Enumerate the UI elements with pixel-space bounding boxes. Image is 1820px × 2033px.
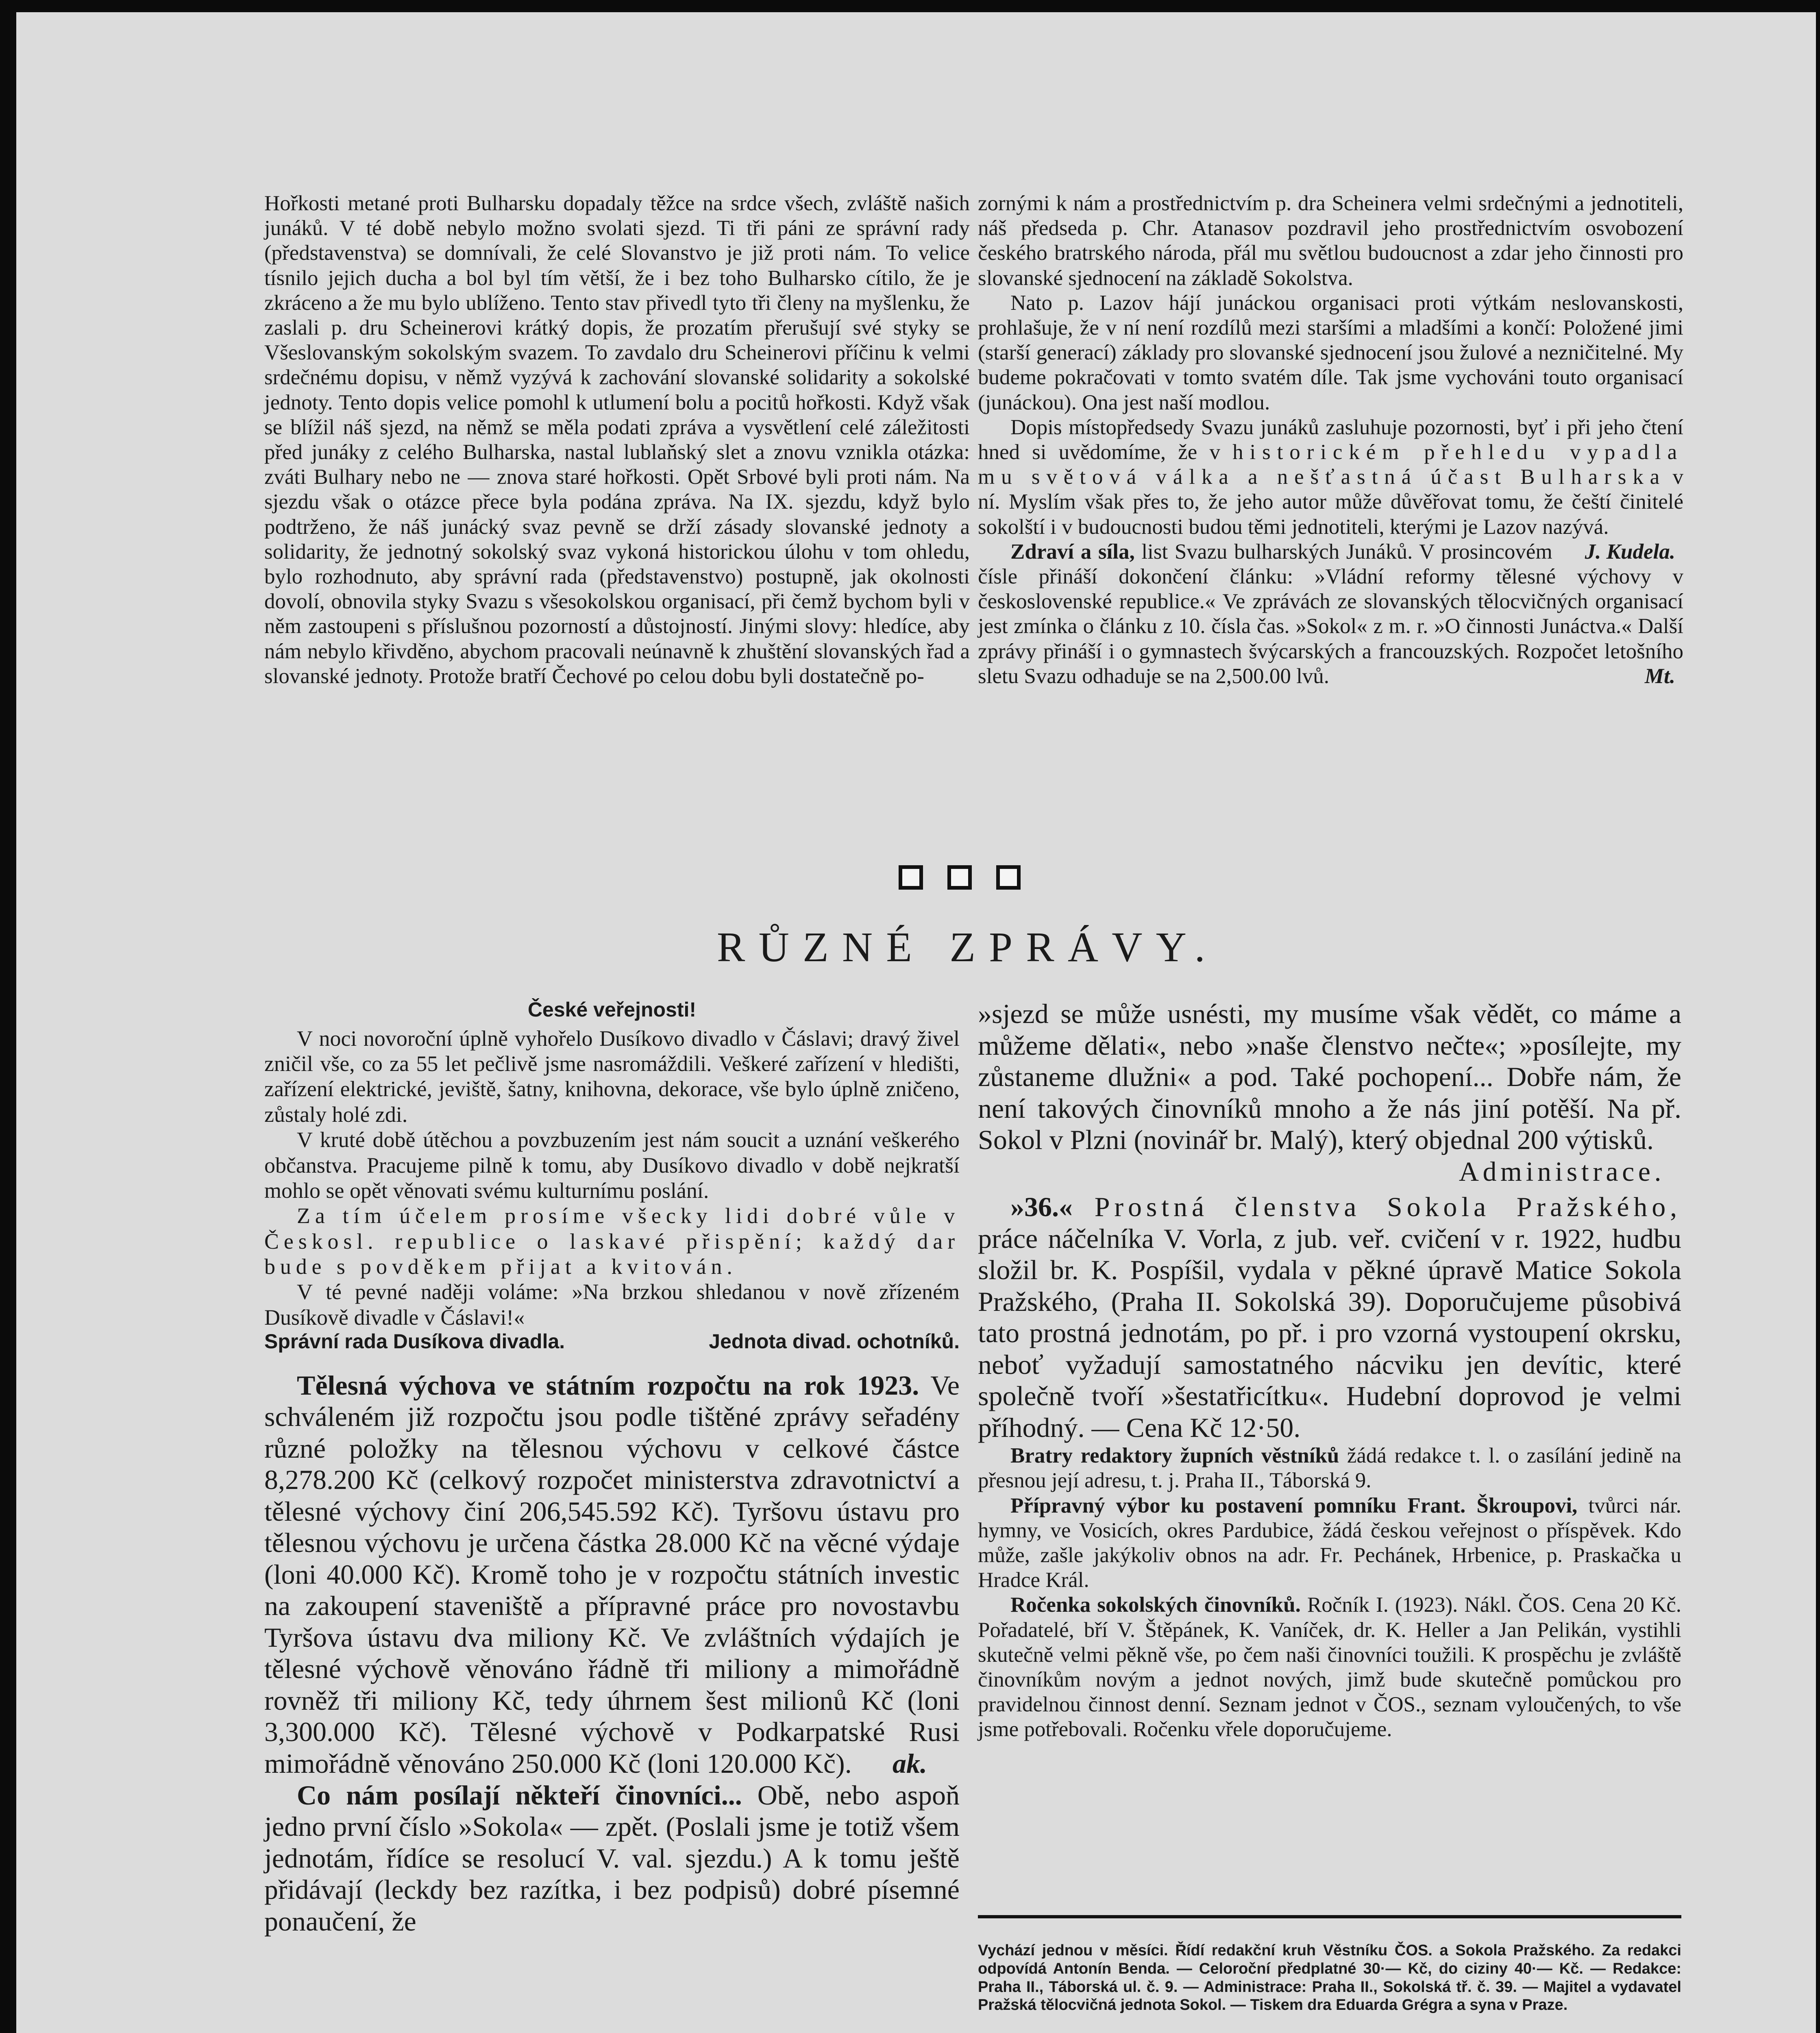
paragraph: Nato p. Lazov hájí junáckou organisaci proti výtkám neslovanskosti, prohlašuje, že v ní není rozdílů mezi staršími a mladšími a končí: Položené jimi (starší generací) základy pro slovanské sjednocení jsou žulové a nezničitelné. My budeme pokračovati v tomto svatém díle. Tak jsme vychováni touto organisací (junáckou). Ona jest naší modlou. xyxy=(978,291,1683,414)
signature: J. Kudela. xyxy=(1585,540,1675,564)
paragraph: Zdraví a síla, list Svazu bulharských Junáků. V prosincovém čísle přináší dokončení článku: »Vládní reformy tělesné výchovy v československé republice.« Ve zprávách ze slovanských tělocvičných organisací jest zmínka o článku z 10. čísla čas. »Sokol« z m. r. »O činnosti Junáctva.« Další zprávy přináší i o gymnastech švýcarských a francouzských. Rozpočet letošního sletu Svazu odhaduje se na 2,500.00 lvů. Mt. xyxy=(978,540,1683,689)
news-left-column xyxy=(264,998,960,1937)
article-signature: Správní rada Dusíkova divadla. Jednota divad. ochotníků. xyxy=(264,1330,960,1353)
square-ornament xyxy=(996,865,1021,890)
paragraph: zornými k nám a prostřednictvím p. dra Scheinera velmi srdečnými a jednotiteli, náš předseda p. Chr. Atanasov pozdravil jeho prostřednictvím osvobození českého bratrského národa, přál mu světlou budoucnost a zdar jeho činnosti pro slovanské sjednocení na základě Sokolstva. xyxy=(978,192,1683,290)
budget-article: Tělesná výchova ve státním rozpočtu na rok 1923. Ve schváleném již rozpočtu jsou podle tištěné zprávy seřadény různé položky na tělesnou výchovu v celkové částce 8,278.200 Kč (celkový rozpočet ministerstva zdravotnictví a tělesné výchovy činí 206,545.592 Kč). Tyršovu ústavu pro tělesnou výchovu je určena částka 28.000 Kč na věcné výdaje (loni 40.000 Kč). Kromě toho je v rozpočtu státních investic na zakoupení staveniště a přípravné práce pro novostavbu Tyršova ústavu dva miliony Kč. Ve zvláštních výdajích je tělesné výchově věnováno řádně tři miliony a mimořádně rovněž tři miliony Kč, tedy úhrnem šest milionů Kč (loni 3,300.000 Kč). Tělesné výchově v Podkarpatské Rusi mimořádně věnováno 250.000 Kč (loni 120.000 Kč). ak. xyxy=(264,1369,960,1779)
article-title: České veřejnosti! xyxy=(527,998,697,1021)
paragraph: V noci novoroční úplně vyhořelo Dusíkovo divadlo v Čáslavi; dravý živel zničil vše, co za 55 let pečlivě jsme nasromáždili. Veškeré zařízení v hledišti, zařízení elektrické, jeviště, šatny, knihovna, dekorace, vše bylo úplně zničeno, zůstaly holé zdi. xyxy=(264,1026,960,1127)
signature: ak. xyxy=(893,1748,927,1779)
paragraph: V kruté době útěchou a povzbuzením jest nám soucit a uznání veškerého občanstva. Pracujeme pilně k tomu, aby Dusíkovo divadlo v době nejkratší mohlo se opět věnovati svému kulturnímu poslání. xyxy=(264,1128,960,1203)
officials-article: Co nám posílají někteří činovníci... Obě, nebo aspoň jedno první číslo »Sokola« — zpět. (Poslali jsme je totiž všem jednotám, řídíce se resolucí V. val. sjezdu.) A k tomu ještě přidávají (leckdy bez razítka, i bez podpisů) dobré písemné ponaučení, že xyxy=(264,1779,960,1937)
footer-rule xyxy=(978,1915,1681,1918)
officials-article-continued: »sjezd se může usnésti, my musíme však vědět, co máme a můžeme dělati«, nebo »naše členstvo nečte«; »posílejte, my zůstaneme dlužni« a pod. Také pochopení... Dobře nám, že není takových činovníků mnoho a že nás jiní potěší. Na př. Sokol v Plzni (novinář br. Malý), který objednal 200 výtisků. Administrace. xyxy=(978,998,1681,1187)
signature: Administrace. xyxy=(1459,1156,1665,1187)
section-separator xyxy=(899,865,1021,890)
paragraph: Bratry redaktory župních věstníků žádá redakce t. l. o zasílání jedině na přesnou její adresu, t. j. Praha II., Táborská 9. xyxy=(978,1444,1681,1493)
paragraph: Za tím účelem prosíme všecky lidi dobré vůle v Českosl. republice o laskavé přispění; každý dar bude s povděkem přijat a kvitován. xyxy=(264,1204,960,1279)
article-continuation: Hořkosti metané proti Bulharsku dopadaly těžce na srdce všech, zvláště našich junáků. V té době nebylo možno svolati sjezd. Ti tři páni ze správní rady (představenstva) se domnívali, že celé Slovanstvo je již proti nám. To velice tísnilo jejich ducha a bol byl tím větší, že i bez toho Bulharsko cítilo, že je zkráceno a že mu bylo ublíženo. Tento stav přivedl tyto tři členy na myšlenku, že zaslali p. dru Scheinerovi krátký dopis, že prozatím přerušují své styky se Všeslovanským sokolským svazem. To zavdalo dru Scheinerovi příčinu k velmi srdečnému dopisu, v němž vyzývá k zachování slovanské solidarity a sokolské jednoty. Tento dopis velice pomohl k utlumení bolu a pocitů hořkosti. Když však se blížil náš sjezd, na němž se měla podati zpráva a vysvětlení celé záležitosti před junáky z celého Bulharska, nastal lublaňský slet a znovu vznikla otázka: zváti Bulhary nebo ne — znova staré hořkosti. Opět Srbové byli proti nám. Na sjezdu však o otázce přece byla podána zpráva. Na IX. sjezdu, když bylo podtrženo, že náš junácký svaz pevně se drží zásady slovanské jednoty a solidarity, že jednotný sokolský svaz vykoná historickou úlohu v tom ohledu, bylo rozhodnuto, aby správní rada (představenstvo) postupně, jak okolnosti dovolí, obnovila styky Svazu s všesokolskou organisací, při čemž bychom byli v něm zastoupeni s příslušnou pozorností a důstojností. Jinými slovy: hledíce, aby nám nebylo křivděno, abychom pracovali neúnavně k zhuštění slovanských řad a slovanské jednoty. Protože bratří Čechové po celou dobu byli dostatečně po- xyxy=(264,192,970,688)
paragraph: V té pevné naději voláme: »Na brzkou shledanou v nově zřízeném Dusíkově divadle v Čáslavi!« xyxy=(264,1280,960,1330)
paragraph: Ročenka sokolských činovníků. Ročník I. (1923). Nákl. ČOS. Cena 20 Kč. Pořadatelé, bří V. Štěpánek, K. Vaníček, dr. K. Heller a Jan Pelikán, vystihli skutečně velmi pěkně vše, po čem naši činovníci toužili. K prospěchu je zvláště činovníkům novým a jednot nových, jimž bude skutečně pomůckou pro pravidelnou činnost denní. Seznam jednot v ČOS., seznam vyloučených, to vše jsme potřebovali. Ročenku vřele doporučujeme. xyxy=(978,1593,1682,1741)
square-ornament xyxy=(947,865,972,890)
top-right-column xyxy=(978,191,1683,689)
top-left-column xyxy=(264,191,970,689)
article-title: Co nám posílají někteří činovníci... xyxy=(297,1779,742,1811)
imprint: Vychází jednou v měsíci. Řídí redakční kruh Věstníku ČOS. a Sokola Pražského. Za redakci odpovídá Antonín Benda. — Celoroční předplatné 30·— Kč, do ciziny 40·— Kč. — Redakce: Praha II., Táborská ul. č. 9. — Administrace: Praha II., Sokolská tř. č. 39. — Majitel a vydavatel Pražská tělocvičná jednota Sokol. — Tiskem dra Eduarda Grégra a syna v Praze. xyxy=(978,1942,1681,2014)
square-ornament xyxy=(899,865,923,890)
paragraph: Přípravný výbor ku postavení pomníku Frant. Škroupovi, tvůrci nár. hymny, ve Vosicích, okres Pardubice, žádá českou veřejnost o příspěvek. Kdo může, zašle jakýkoliv obnos na adr. Fr. Pechánek, Hrbenice, p. Praskačka u Hradce Král. xyxy=(978,1493,1682,1592)
signature: Mt. xyxy=(1644,664,1675,688)
news-right-column xyxy=(978,998,1681,1742)
paragraph: Dopis místopředsedy Svazu junáků zasluhuje pozornosti, byť i při jeho čtení hned si uvědomíme, že v historickém přehledu vypadla mu světová válka a nešťastná účast Bulharska v ní. Myslím však přes to, že jeho autor může důvěřovat tomu, že čeští činitelé sokolští i v budoucnosti budou těmi jednotiteli, kterými je Lazov nazývá. J. Kudela. xyxy=(978,415,1683,540)
prostna-article: »36.« Prostná členstva Sokola Pražského, práce náčelníka V. Vorla, z jub. veř. cvičení v r. 1922, hudbu složil br. K. Pospíšil, vydala v pěkné úpravě Matice Sokola Pražského, (Praha II. Sokolská 39). Doporučujeme působivá tato prostná jednotám, po př. i pro vzorná vystoupení okrsku, neboť vyžadují samostatného nácviku jen devític, které společně tvoří »šestatřicítku«. Hudební doprovod je velmi příhodný. — Cena Kč 12·50. xyxy=(978,1191,1682,1443)
article-title: Tělesná výchova ve státním rozpočtu na rok 1923. xyxy=(297,1369,919,1401)
section-title: RŮZNÉ ZPRÁVY. xyxy=(717,924,1219,971)
